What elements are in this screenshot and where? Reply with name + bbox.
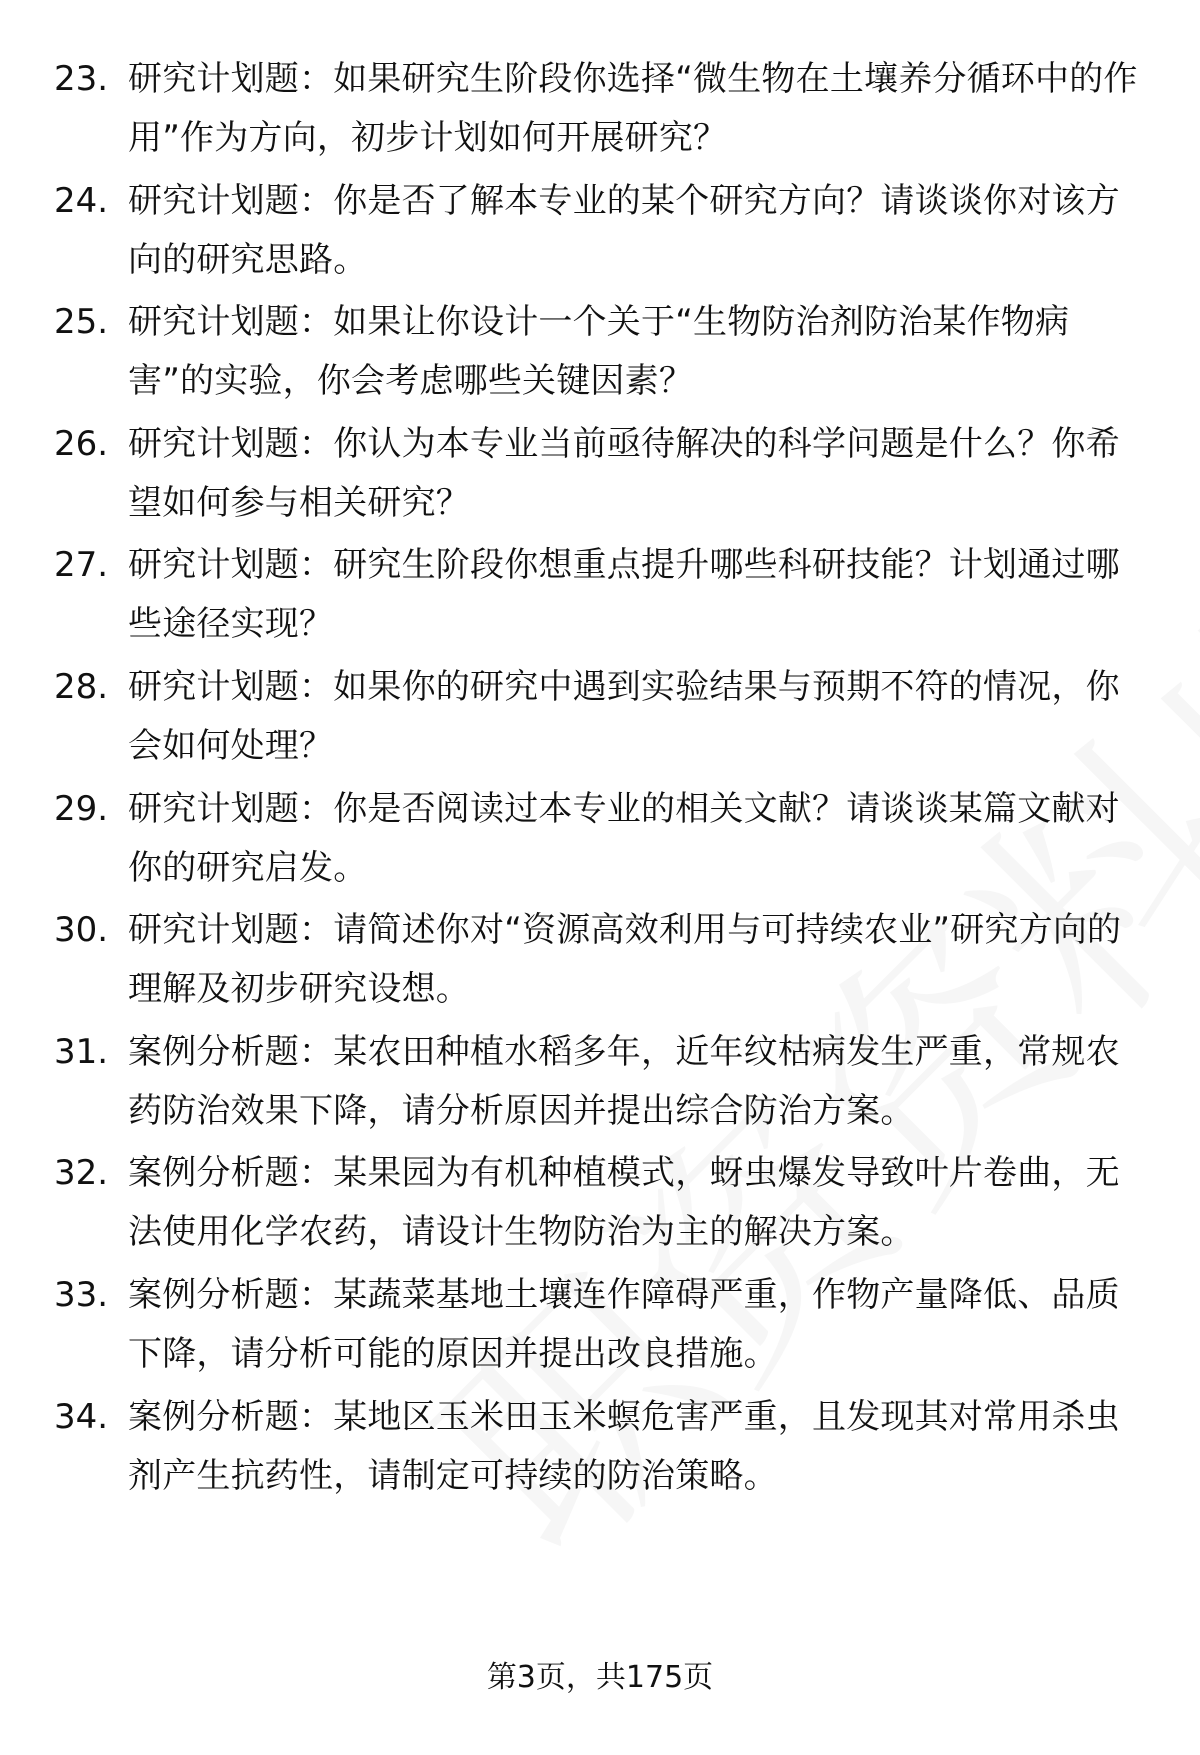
question-number: 33. <box>54 1274 109 1315</box>
question-text: 案例分析题：某蔬菜基地土壤连作障碍严重，作物产量降低、品质下降，请分析可能的原因并提出改良措施。 <box>128 1274 1120 1374</box>
question-number: 30. <box>54 910 109 951</box>
question-item-26 <box>0 415 1200 537</box>
question-item-34 <box>0 1388 1200 1510</box>
question-number: 31. <box>54 1031 109 1072</box>
question-item-24 <box>0 172 1200 294</box>
question-text: 研究计划题：如果研究生阶段你选择“微生物在土壤养分循环中的作用”作为方向，初步计划如何开展研究？ <box>128 59 1138 158</box>
question-number: 25. <box>54 302 109 343</box>
question-text: 研究计划题：如果你的研究中遇到实验结果与预期不符的情况，你会如何处理？ <box>128 666 1120 766</box>
question-item-23 <box>0 50 1200 172</box>
question-text: 案例分析题：某地区玉米田玉米螟危害严重，且发现其对常用杀虫剂产生抗药性，请制定可持续的防治策略。 <box>128 1396 1120 1496</box>
question-text: 研究计划题：研究生阶段你想重点提升哪些科研技能？计划通过哪些途径实现？ <box>128 545 1120 645</box>
question-item-28 <box>0 658 1200 780</box>
question-item-33 <box>0 1266 1200 1388</box>
question-number: 28. <box>54 666 109 707</box>
question-number: 26. <box>54 423 109 464</box>
question-number: 23. <box>54 59 109 99</box>
question-text: 案例分析题：某果园为有机种植模式，蚜虫爆发导致叶片卷曲，无法使用化学农药，请设计生物防治为主的解决方案。 <box>128 1153 1120 1253</box>
question-number: 27. <box>54 545 109 586</box>
question-text: 研究计划题：你认为本专业当前亟待解决的科学问题是什么？你希望如何参与相关研究？ <box>128 423 1120 523</box>
question-number: 29. <box>54 788 109 829</box>
question-item-30 <box>0 901 1200 1023</box>
question-item-32 <box>0 1144 1200 1266</box>
question-text: 研究计划题：请简述你对“资源高效利用与可持续农业”研究方向的理解及初步研究设想。 <box>128 910 1122 1010</box>
question-item-25 <box>0 293 1200 415</box>
question-text: 案例分析题：某农田种植水稻多年，近年纹枯病发生严重，常规农药防治效果下降，请分析原因并提出综合防治方案。 <box>128 1031 1120 1131</box>
question-item-27 <box>0 536 1200 658</box>
question-number: 24. <box>54 180 109 221</box>
question-item-29 <box>0 780 1200 902</box>
question-number: 34. <box>54 1396 109 1437</box>
question-item-31 <box>0 1023 1200 1145</box>
question-text: 研究计划题：你是否了解本专业的某个研究方向？请谈谈你对该方向的研究思路。 <box>128 180 1120 280</box>
question-number: 32. <box>54 1153 109 1194</box>
question-text: 研究计划题：如果让你设计一个关于“生物防治剂防治某作物病害”的实验，你会考虑哪些关键因素？ <box>128 302 1070 402</box>
page-footer: 第3页，共175页 <box>486 1660 714 1695</box>
question-list <box>0 50 1200 1509</box>
question-text: 研究计划题：你是否阅读过本专业的相关文献？请谈谈某篇文献对你的研究启发。 <box>128 788 1120 888</box>
